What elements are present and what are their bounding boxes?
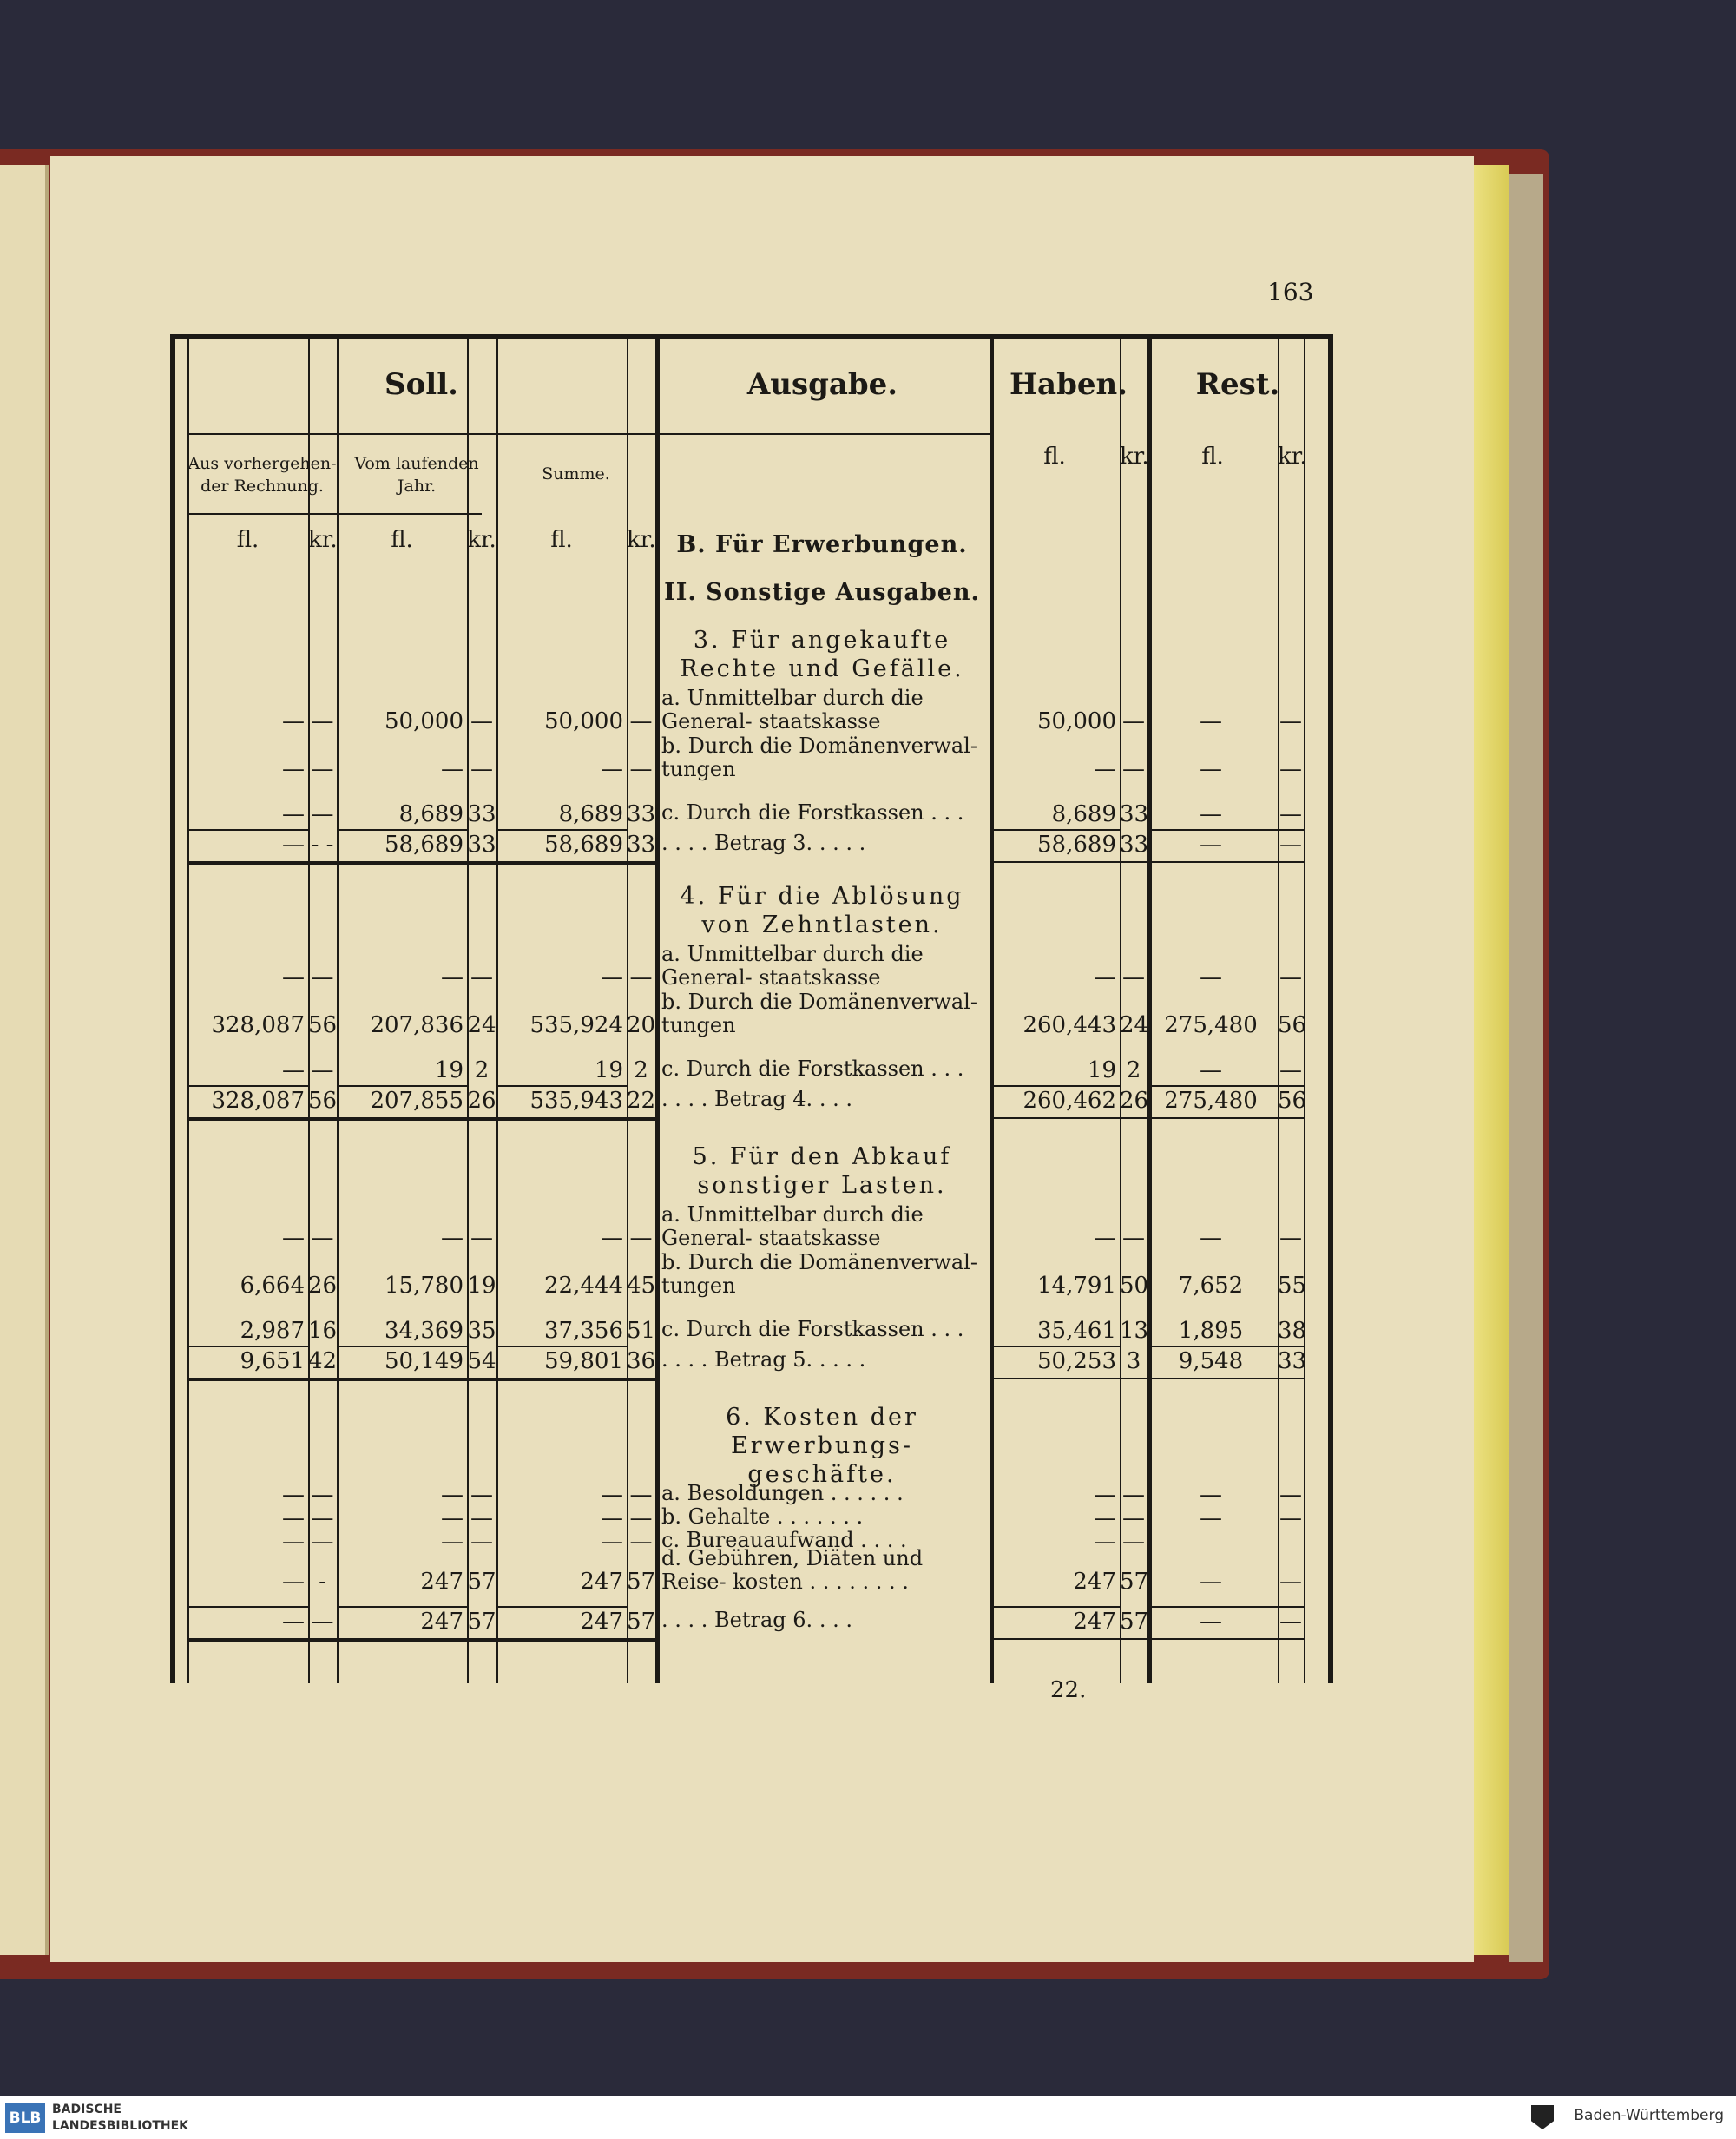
header-soll: Soll. — [385, 367, 458, 402]
ledger-table — [170, 334, 1333, 1683]
cell-hab-kr: 57 — [1120, 1609, 1149, 1635]
sum-rule — [337, 1085, 467, 1087]
cell-cur-fl: 50,149 — [385, 1348, 464, 1374]
cell-sum-fl: 37,356 — [544, 1318, 623, 1344]
cell-sum-fl: 535,924 — [529, 1012, 623, 1038]
sum-rule — [1278, 1606, 1304, 1608]
cell-cur-fl: 15,780 — [385, 1273, 464, 1299]
cell-prev-kr: - - — [311, 832, 334, 858]
cell-hab-fl: 50,253 — [1037, 1348, 1116, 1374]
sum-rule — [187, 1085, 308, 1087]
group-title: 3. Für angekaufte Rechte und Gefälle. — [680, 627, 964, 682]
cell-rest-kr: 56 — [1278, 1012, 1307, 1038]
cell-prev-fl: 9,651 — [240, 1348, 305, 1374]
cell-cur-kr: 33 — [467, 801, 496, 827]
cell-rest-fl: 1,895 — [1178, 1318, 1244, 1344]
footer-bar — [0, 2096, 1736, 2139]
cell-hab-fl: — — [1094, 1529, 1116, 1555]
sum-rule — [990, 1606, 1120, 1608]
unit-fl: fl. — [1201, 444, 1224, 470]
cell-hab-fl: 50,000 — [1037, 708, 1116, 734]
cell-cur-kr: 57 — [467, 1569, 496, 1595]
cell-cur-fl: 58,689 — [385, 832, 464, 858]
cell-rest-fl: — — [1200, 1505, 1222, 1531]
cell-rest-fl: — — [1200, 832, 1222, 858]
cell-cur-fl: — — [441, 1529, 464, 1555]
cell-cur-kr: 19 — [467, 1273, 496, 1299]
cell-cur-kr: — — [470, 1505, 493, 1531]
sum-rule — [337, 1606, 467, 1608]
cell-hab-kr: — — [1122, 1225, 1145, 1251]
rule — [187, 433, 655, 435]
cell-cur-kr: — — [470, 1482, 493, 1508]
cell-cur-fl: 247 — [420, 1569, 464, 1595]
cell-rest-kr: — — [1279, 756, 1302, 782]
cell-hab-kr: 24 — [1120, 1012, 1149, 1038]
cell-sum-fl: — — [601, 1505, 623, 1531]
cell-cur-fl: 247 — [420, 1609, 464, 1635]
cell-rest-kr: — — [1279, 1609, 1302, 1635]
cell-prev-kr: — — [311, 1057, 334, 1083]
cell-rest-fl: — — [1200, 1057, 1222, 1083]
cell-sum-kr: — — [629, 708, 653, 734]
cell-sum-fl: — — [601, 964, 623, 991]
total-label: . . . . Betrag 6. . . . — [661, 1608, 852, 1632]
cell-rest-kr: — — [1279, 964, 1302, 991]
cell-sum-kr: — — [629, 1482, 653, 1508]
cell-hab-kr: — — [1122, 756, 1145, 782]
cell-sum-fl: 247 — [580, 1569, 623, 1595]
cell-prev-fl: — — [282, 1529, 305, 1555]
cell-prev-kr: 56 — [308, 1088, 338, 1114]
cell-hab-fl: 260,443 — [1023, 1012, 1116, 1038]
cell-cur-kr: — — [470, 1225, 493, 1251]
row-label: a. Unmittelbar durch die General- staatskasse — [661, 686, 924, 734]
cell-prev-kr: — — [311, 1609, 334, 1635]
sum-rule — [187, 1606, 308, 1608]
cell-prev-fl: — — [282, 756, 305, 782]
cell-cur-kr: — — [470, 708, 493, 734]
cell-prev-fl: — — [282, 1569, 305, 1595]
cell-prev-fl: — — [282, 801, 305, 827]
cell-hab-kr: 3 — [1126, 1348, 1141, 1374]
group-rule — [990, 1638, 1304, 1640]
cell-cur-fl: 207,836 — [370, 1012, 464, 1038]
cell-sum-fl: — — [601, 1529, 623, 1555]
bw-crest-icon — [1531, 2105, 1554, 2129]
cell-hab-kr: 26 — [1120, 1088, 1149, 1114]
cell-prev-kr: 26 — [308, 1273, 338, 1299]
cell-cur-fl: 34,369 — [385, 1318, 464, 1344]
cell-prev-kr: - — [319, 1569, 326, 1595]
cell-prev-fl: 328,087 — [211, 1088, 305, 1114]
cell-sum-kr: — — [629, 1529, 653, 1555]
cell-sum-fl: — — [601, 756, 623, 782]
cell-rest-fl: — — [1200, 1569, 1222, 1595]
cell-rest-fl: — — [1200, 1225, 1222, 1251]
section-ii: II. Sonstige Ausgaben. — [664, 579, 980, 606]
cell-sum-fl: 22,444 — [544, 1273, 623, 1299]
sum-rule — [990, 1085, 1120, 1087]
group-rule — [187, 861, 655, 865]
cell-rest-kr: — — [1279, 1505, 1302, 1531]
row-label: c. Durch die Forstkassen . . . — [661, 1056, 964, 1081]
sum-rule — [496, 1346, 627, 1347]
cell-rest-fl: — — [1200, 1609, 1222, 1635]
group-rule — [990, 861, 1304, 863]
bw-label: Baden-Württemberg — [1574, 2107, 1724, 2124]
cell-cur-fl: 50,000 — [385, 708, 464, 734]
cell-rest-fl: — — [1200, 1482, 1222, 1508]
unit-kr: kr. — [627, 527, 656, 553]
cell-rest-fl: 9,548 — [1178, 1348, 1244, 1374]
cell-sum-fl: — — [601, 1225, 623, 1251]
cell-rest-fl: 7,652 — [1178, 1273, 1244, 1299]
sum-rule — [187, 829, 308, 831]
cell-rest-kr: 38 — [1278, 1318, 1307, 1344]
cell-hab-kr: 13 — [1120, 1318, 1149, 1344]
cell-hab-kr: — — [1122, 964, 1145, 991]
total-label: . . . . Betrag 5. . . . . — [661, 1347, 866, 1372]
cell-cur-fl: — — [441, 1505, 464, 1531]
header-haben: Haben. — [1009, 367, 1128, 402]
cell-hab-fl: 247 — [1073, 1569, 1116, 1595]
cell-cur-kr: — — [470, 964, 493, 991]
sum-rule — [496, 1606, 627, 1608]
cell-cur-kr: 35 — [467, 1318, 496, 1344]
cell-sum-kr: 36 — [627, 1348, 656, 1374]
sum-rule — [1147, 1085, 1278, 1087]
unit-fl: fl. — [391, 527, 413, 553]
cell-rest-fl: 275,480 — [1164, 1088, 1258, 1114]
cell-cur-kr: 24 — [467, 1012, 496, 1038]
cell-rest-kr: — — [1279, 1057, 1302, 1083]
left-page — [0, 165, 49, 1955]
cell-cur-fl: — — [441, 1482, 464, 1508]
sum-rule — [1278, 1346, 1304, 1347]
cell-sum-kr: 57 — [627, 1609, 656, 1635]
cell-rest-fl: — — [1200, 964, 1222, 991]
cell-rest-kr: — — [1279, 708, 1302, 734]
cell-cur-kr: 57 — [467, 1609, 496, 1635]
header-ausgabe: Ausgabe. — [746, 367, 898, 402]
marbled-endpaper — [1509, 174, 1543, 1962]
cell-cur-kr: 2 — [474, 1057, 490, 1083]
cell-sum-kr: 45 — [627, 1273, 656, 1299]
sum-rule — [1147, 1346, 1278, 1347]
sum-rule — [990, 1346, 1120, 1347]
cell-hab-fl: 260,462 — [1023, 1088, 1116, 1114]
cell-sum-fl: 247 — [580, 1609, 623, 1635]
cell-sum-kr: 22 — [627, 1088, 656, 1114]
cell-rest-fl: — — [1200, 756, 1222, 782]
cell-hab-fl: — — [1094, 756, 1116, 782]
cell-cur-fl: — — [441, 1225, 464, 1251]
unit-kr: kr. — [1278, 444, 1307, 470]
cell-sum-kr: 33 — [627, 832, 656, 858]
cell-hab-kr: 50 — [1120, 1273, 1149, 1299]
cell-sum-fl: 535,943 — [529, 1088, 623, 1114]
cell-cur-kr: 26 — [467, 1088, 496, 1114]
cell-prev-fl: — — [282, 1057, 305, 1083]
cell-prev-fl: — — [282, 1482, 305, 1508]
cell-cur-kr: — — [470, 1529, 493, 1555]
cell-cur-kr: 33 — [467, 832, 496, 858]
cell-prev-kr: — — [311, 964, 334, 991]
cell-sum-fl: 8,689 — [558, 801, 623, 827]
cell-prev-kr: — — [311, 801, 334, 827]
cell-hab-kr: 33 — [1120, 832, 1149, 858]
blb-name-line2: LANDESBIBLIOTHEK — [52, 2119, 189, 2133]
sum-rule — [337, 1346, 467, 1347]
row-label: d. Gebühren, Diäten und Reise- kosten . . . . . . . . — [661, 1546, 924, 1594]
header-rest: Rest. — [1195, 367, 1280, 402]
cell-hab-fl: 58,689 — [1037, 832, 1116, 858]
cell-hab-fl: — — [1094, 1505, 1116, 1531]
blb-name-line1: BADISCHE — [52, 2103, 122, 2116]
cell-sum-fl: 58,689 — [544, 832, 623, 858]
cell-hab-fl: — — [1094, 964, 1116, 991]
group-rule — [990, 1378, 1304, 1379]
sum-rule — [187, 1346, 308, 1347]
sum-rule — [496, 829, 627, 831]
cell-prev-fl: 6,664 — [240, 1273, 305, 1299]
group-rule — [187, 1117, 655, 1121]
cell-hab-fl: — — [1094, 1482, 1116, 1508]
cell-hab-kr: 33 — [1120, 801, 1149, 827]
cell-prev-kr: — — [311, 1225, 334, 1251]
cell-cur-fl: — — [441, 964, 464, 991]
cell-hab-kr: — — [1122, 1482, 1145, 1508]
cell-cur-kr: 54 — [467, 1348, 496, 1374]
header-sum: Summe. — [542, 464, 610, 484]
page-signature: 22. — [1050, 1677, 1087, 1703]
group-rule — [187, 1378, 655, 1381]
cell-hab-kr: — — [1122, 708, 1145, 734]
cell-prev-fl: 2,987 — [240, 1318, 305, 1344]
cell-sum-fl: 59,801 — [544, 1348, 623, 1374]
unit-fl: fl. — [1043, 444, 1066, 470]
header-current: Vom laufenden Jahr. — [354, 454, 479, 496]
unit-kr: kr. — [467, 527, 496, 553]
cell-prev-kr: — — [311, 756, 334, 782]
cell-hab-kr: — — [1122, 1529, 1145, 1555]
cell-sum-kr: — — [629, 1505, 653, 1531]
row-label: b. Gehalte . . . . . . . — [661, 1504, 864, 1529]
cell-sum-kr: 51 — [627, 1318, 656, 1344]
cell-hab-fl: 14,791 — [1037, 1273, 1116, 1299]
total-label: . . . . Betrag 4. . . . — [661, 1087, 852, 1111]
cell-rest-kr: 56 — [1278, 1088, 1307, 1114]
sum-rule — [1147, 1606, 1278, 1608]
cell-sum-kr: 20 — [627, 1012, 656, 1038]
cell-prev-kr: — — [311, 1482, 334, 1508]
section-b: B. Für Erwerbungen. — [676, 531, 968, 558]
cell-prev-fl: 328,087 — [211, 1012, 305, 1038]
cell-prev-kr: 16 — [308, 1318, 338, 1344]
row-label: a. Unmittelbar durch die General- staatskasse — [661, 942, 924, 990]
row-label: c. Bureauaufwand . . . . — [661, 1528, 907, 1552]
cell-cur-fl: 207,855 — [370, 1088, 464, 1114]
cell-hab-fl: 35,461 — [1037, 1318, 1116, 1344]
cell-rest-fl: — — [1200, 801, 1222, 827]
group-title: 6. Kosten der Erwerbungs- geschäfte. — [726, 1404, 918, 1488]
group-rule — [990, 1117, 1304, 1119]
row-label: c. Durch die Forstkassen . . . — [661, 1317, 964, 1341]
page-number: 163 — [1267, 278, 1314, 306]
unit-fl: fl. — [550, 527, 573, 553]
cell-rest-kr: — — [1279, 832, 1302, 858]
cell-hab-fl: 19 — [1087, 1057, 1116, 1083]
cell-rest-kr: — — [1279, 801, 1302, 827]
cell-prev-kr: — — [311, 1505, 334, 1531]
cell-sum-kr: — — [629, 756, 653, 782]
header-prev: Aus vorhergehen- der Rechnung. — [187, 454, 337, 496]
cell-prev-kr: — — [311, 1529, 334, 1555]
unit-kr: kr. — [308, 527, 338, 553]
cell-sum-fl: — — [601, 1482, 623, 1508]
cell-sum-kr: — — [629, 1225, 653, 1251]
cell-sum-fl: 50,000 — [544, 708, 623, 734]
row-label: a. Unmittelbar durch die General- staatskasse — [661, 1202, 924, 1250]
sum-rule — [1278, 1085, 1304, 1087]
sum-rule — [1278, 829, 1304, 831]
cell-prev-kr: 56 — [308, 1012, 338, 1038]
row-label: b. Durch die Domänenverwal- tungen — [661, 734, 977, 781]
row-label: b. Durch die Domänenverwal- tungen — [661, 1250, 977, 1298]
row-label: c. Durch die Forstkassen . . . — [661, 800, 964, 825]
cell-prev-fl: — — [282, 964, 305, 991]
total-label: . . . . Betrag 3. . . . . — [661, 831, 866, 855]
group-title: 5. Für den Abkauf sonstiger Lasten. — [692, 1143, 952, 1199]
unit-fl: fl. — [236, 527, 260, 553]
row-label: a. Besoldungen . . . . . . — [661, 1481, 904, 1505]
cell-prev-kr: — — [311, 708, 334, 734]
group-rule — [187, 1638, 655, 1642]
blb-name — [52, 2102, 188, 2135]
blb-logo: BLB — [5, 2103, 45, 2133]
cell-hab-fl: — — [1094, 1225, 1116, 1251]
cell-rest-kr: — — [1279, 1225, 1302, 1251]
cell-prev-fl: — — [282, 1225, 305, 1251]
cell-rest-fl: — — [1200, 708, 1222, 734]
cell-sum-kr: 2 — [634, 1057, 648, 1083]
cell-rest-kr: 33 — [1278, 1348, 1307, 1374]
cell-sum-kr: — — [629, 964, 653, 991]
cell-rest-kr: 55 — [1278, 1273, 1307, 1299]
cell-hab-kr: — — [1122, 1505, 1145, 1531]
rule — [1304, 339, 1305, 1683]
cell-sum-kr: 57 — [627, 1569, 656, 1595]
rule — [187, 513, 482, 515]
cell-sum-kr: 33 — [627, 801, 656, 827]
cell-hab-fl: 247 — [1073, 1609, 1116, 1635]
cell-rest-kr: — — [1279, 1569, 1302, 1595]
sum-rule — [1147, 829, 1278, 831]
cell-hab-fl: 8,689 — [1051, 801, 1116, 827]
cell-prev-fl: — — [282, 832, 305, 858]
cell-prev-fl: — — [282, 708, 305, 734]
unit-kr: kr. — [1120, 444, 1149, 470]
cell-hab-kr: 2 — [1126, 1057, 1141, 1083]
cell-cur-fl: 19 — [434, 1057, 464, 1083]
cell-rest-fl: 275,480 — [1164, 1012, 1258, 1038]
cell-cur-kr: — — [470, 756, 493, 782]
cell-prev-fl: — — [282, 1505, 305, 1531]
cell-rest-kr: — — [1279, 1482, 1302, 1508]
cell-cur-fl: 8,689 — [398, 801, 464, 827]
cell-prev-fl: — — [282, 1609, 305, 1635]
cell-hab-kr: 57 — [1120, 1569, 1149, 1595]
row-label: b. Durch die Domänenverwal- tungen — [661, 990, 977, 1037]
sum-rule — [990, 829, 1120, 831]
group-title: 4. Für die Ablösung von Zehntlasten. — [680, 883, 964, 938]
cell-sum-fl: 19 — [594, 1057, 623, 1083]
cell-cur-fl: — — [441, 756, 464, 782]
cell-prev-kr: 42 — [308, 1348, 338, 1374]
rule — [655, 433, 990, 435]
sum-rule — [496, 1085, 627, 1087]
sum-rule — [337, 829, 467, 831]
